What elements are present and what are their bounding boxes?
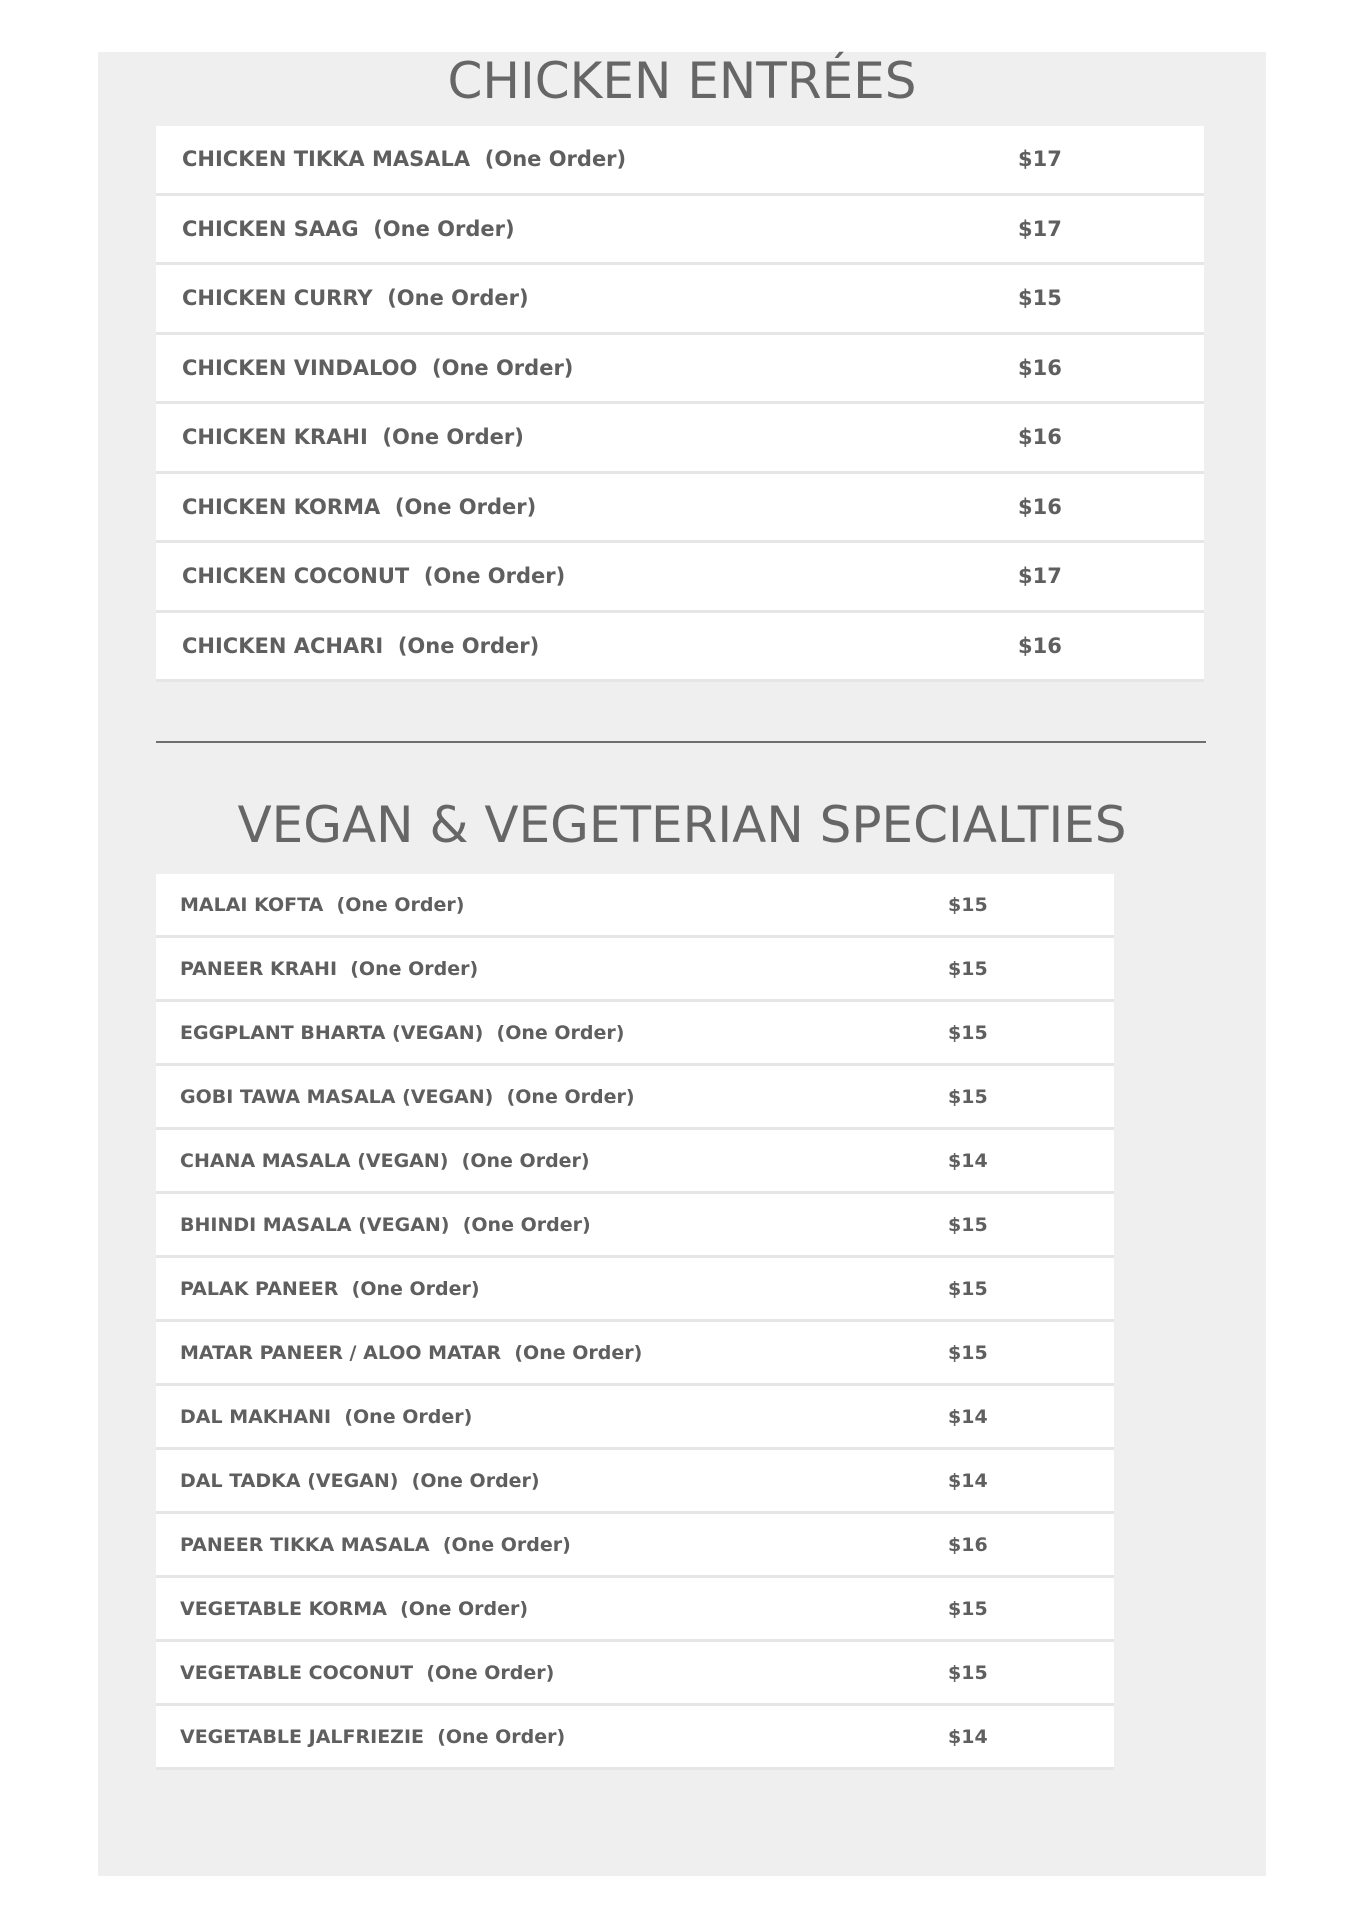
menu-item-name: PANEER TIKKA MASALA (One Order) [180, 1533, 571, 1556]
menu-item-name: DAL TADKA (VEGAN) (One Order) [180, 1469, 540, 1492]
menu-item-name: CHICKEN ACHARI (One Order) [182, 633, 540, 658]
menu-item-price: $14 [948, 1405, 988, 1428]
menu-item-row [156, 1450, 1114, 1514]
menu-item-row [156, 1130, 1114, 1194]
menu-item-name: CHICKEN COCONUT (One Order) [182, 564, 566, 589]
menu-item-name: CHICKEN TIKKA MASALA (One Order) [182, 147, 627, 172]
menu-item-row [156, 613, 1204, 683]
menu-item-price: $15 [948, 1021, 988, 1044]
vegetarian-specialties-heading: VEGAN & VEGETERIAN SPECIALTIES [237, 796, 1127, 854]
menu-item-name: CHANA MASALA (VEGAN) (One Order) [180, 1149, 590, 1172]
menu-item-row [156, 1258, 1114, 1322]
menu-item-name: DAL MAKHANI (One Order) [180, 1405, 473, 1428]
menu-item-price: $15 [948, 1085, 988, 1108]
menu-item-price: $17 [1018, 147, 1062, 172]
menu-item-name: VEGETABLE JALFRIEZIE (One Order) [180, 1725, 566, 1748]
menu-item-row [156, 126, 1204, 196]
menu-item-name: CHICKEN CURRY (One Order) [182, 286, 529, 311]
menu-item-row [156, 196, 1204, 266]
menu-item-row [156, 1322, 1114, 1386]
menu-item-name: CHICKEN VINDALOO (One Order) [182, 355, 574, 380]
menu-item-name: CHICKEN SAAG (One Order) [182, 216, 515, 241]
menu-item-name: VEGETABLE KORMA (One Order) [180, 1597, 529, 1620]
menu-item-price: $17 [1018, 216, 1062, 241]
menu-item-row [156, 1194, 1114, 1258]
menu-item-name: MATAR PANEER / ALOO MATAR (One Order) [180, 1341, 643, 1364]
menu-item-price: $15 [948, 1597, 988, 1620]
menu-item-row [156, 404, 1204, 474]
menu-panel [98, 52, 1266, 1876]
menu-item-row [156, 265, 1204, 335]
menu-item-name: PALAK PANEER (One Order) [180, 1277, 480, 1300]
menu-item-name: BHINDI MASALA (VEGAN) (One Order) [180, 1213, 591, 1236]
menu-item-price: $15 [948, 893, 988, 916]
menu-item-row [156, 1002, 1114, 1066]
vegetarian-specialties-list [156, 874, 1114, 1770]
chicken-entrees-list [156, 126, 1204, 682]
menu-item-row [156, 1066, 1114, 1130]
menu-item-price: $15 [948, 1661, 988, 1684]
menu-item-name: CHICKEN KRAHI (One Order) [182, 425, 524, 450]
menu-item-price: $15 [948, 1341, 988, 1364]
menu-item-name: CHICKEN KORMA (One Order) [182, 494, 537, 519]
menu-item-price: $16 [1018, 633, 1062, 658]
menu-item-name: PANEER KRAHI (One Order) [180, 957, 479, 980]
menu-item-row [156, 543, 1204, 613]
menu-item-name: MALAI KOFTA (One Order) [180, 893, 465, 916]
menu-item-price: $14 [948, 1725, 988, 1748]
menu-item-row [156, 1706, 1114, 1770]
menu-item-row [156, 335, 1204, 405]
menu-item-row [156, 1514, 1114, 1578]
menu-item-row [156, 1578, 1114, 1642]
section-divider [156, 741, 1206, 743]
menu-item-row [156, 1642, 1114, 1706]
menu-item-price: $15 [948, 1277, 988, 1300]
menu-item-price: $15 [948, 1213, 988, 1236]
menu-item-price: $15 [1018, 286, 1062, 311]
menu-item-price: $15 [948, 957, 988, 980]
menu-item-row [156, 1386, 1114, 1450]
menu-item-row [156, 874, 1114, 938]
menu-item-row [156, 474, 1204, 544]
menu-item-price: $16 [948, 1533, 988, 1556]
menu-item-price: $16 [1018, 494, 1062, 519]
chicken-entrees-heading: CHICKEN ENTRÉES [447, 52, 917, 110]
menu-item-name: EGGPLANT BHARTA (VEGAN) (One Order) [180, 1021, 625, 1044]
menu-item-price: $17 [1018, 564, 1062, 589]
menu-item-price: $14 [948, 1469, 988, 1492]
menu-item-name: VEGETABLE COCONUT (One Order) [180, 1661, 555, 1684]
menu-item-price: $16 [1018, 425, 1062, 450]
menu-item-price: $16 [1018, 355, 1062, 380]
menu-item-name: GOBI TAWA MASALA (VEGAN) (One Order) [180, 1085, 635, 1108]
menu-item-price: $14 [948, 1149, 988, 1172]
menu-item-row [156, 938, 1114, 1002]
